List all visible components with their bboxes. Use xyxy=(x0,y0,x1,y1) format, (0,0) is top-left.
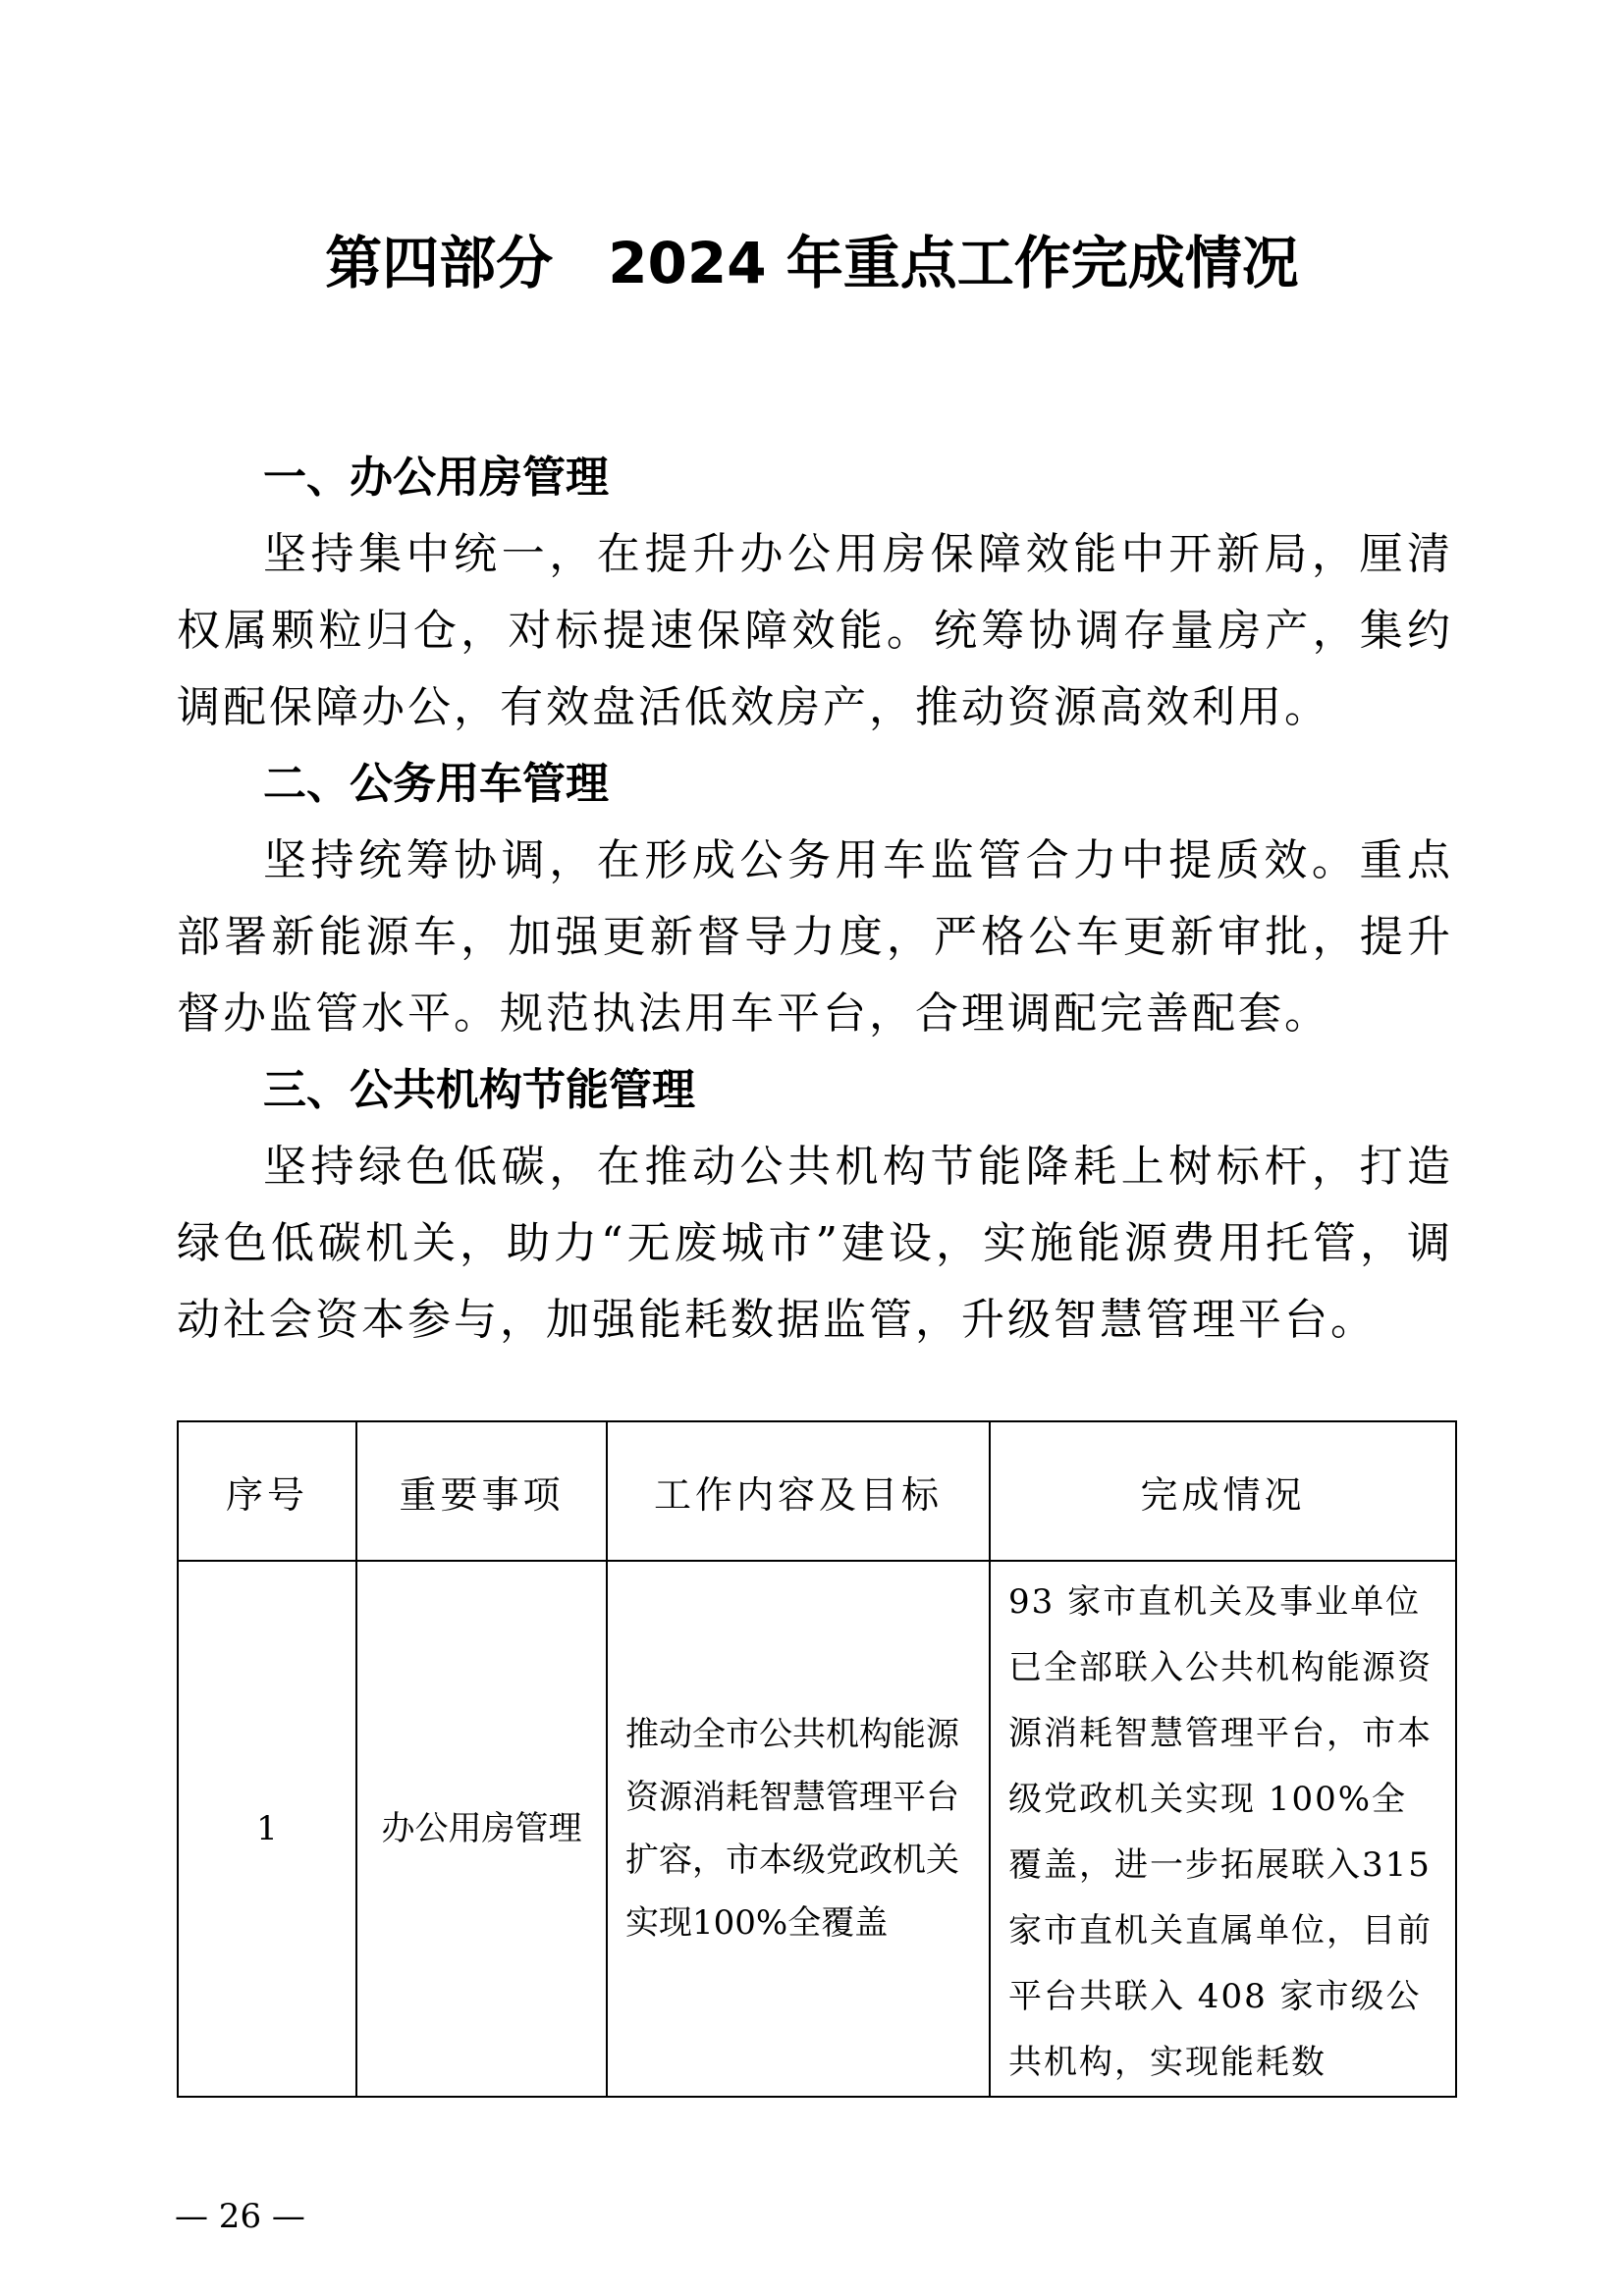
header-status: 完成情况 xyxy=(990,1421,1456,1561)
header-item: 重要事项 xyxy=(356,1421,607,1561)
table-header-row xyxy=(178,1421,1456,1561)
row-no: 1 xyxy=(178,1561,356,2097)
page-number: — 26 — xyxy=(175,2197,305,2236)
document-body xyxy=(177,440,1453,1359)
row-content: 推动全市公共机构能源资源消耗智慧管理平台扩容，市本级党政机关实现100%全覆盖 xyxy=(607,1561,990,2097)
section-body-official-vehicles: 坚持统筹协调，在形成公务用车监管合力中提质效。重点部署新能源车，加强更新督导力度，严格公车更新审批，提升督办监管水平。规范执法用车平台，合理调配完善配套。 xyxy=(177,835,1453,1039)
section-heading-energy-saving: 三、公共机构节能管理 xyxy=(263,1065,695,1115)
row-status: 93 家市直机关及事业单位已全部联入公共机构能源资源消耗智慧管理平台，市本级党政机关实现 100%全覆盖，进一步拓展联入315 家市直机关直属单位，目前平台共联入 408 家市级公共机构，实现能耗数 xyxy=(990,1561,1456,2097)
header-no: 序号 xyxy=(178,1421,356,1561)
table-row xyxy=(178,1561,1456,2097)
section-heading-office-housing: 一、办公用房管理 xyxy=(263,453,609,503)
section-body-energy-saving: 坚持绿色低碳，在推动公共机构节能降耗上树标杆，打造绿色低碳机关，助力“无废城市”建设，实施能源费用托管，调动社会资本参与，加强能耗数据监管，升级智慧管理平台。 xyxy=(177,1142,1453,1345)
section-body-office-housing: 坚持集中统一，在提升办公用房保障效能中开新局，厘清权属颗粒归仓，对标提速保障效能。统筹协调存量房产，集约调配保障办公，有效盘活低效房产，推动资源高效利用。 xyxy=(177,529,1453,732)
row-item: 办公用房管理 xyxy=(356,1561,607,2097)
header-content: 工作内容及目标 xyxy=(607,1421,990,1561)
page-title xyxy=(0,224,1624,302)
title-text: 2024 年重点工作完成情况 xyxy=(608,230,1299,296)
work-items-table xyxy=(177,1420,1457,2098)
section-heading-official-vehicles: 二、公务用车管理 xyxy=(263,759,609,809)
title-part-label: 第四部分 xyxy=(325,230,554,296)
